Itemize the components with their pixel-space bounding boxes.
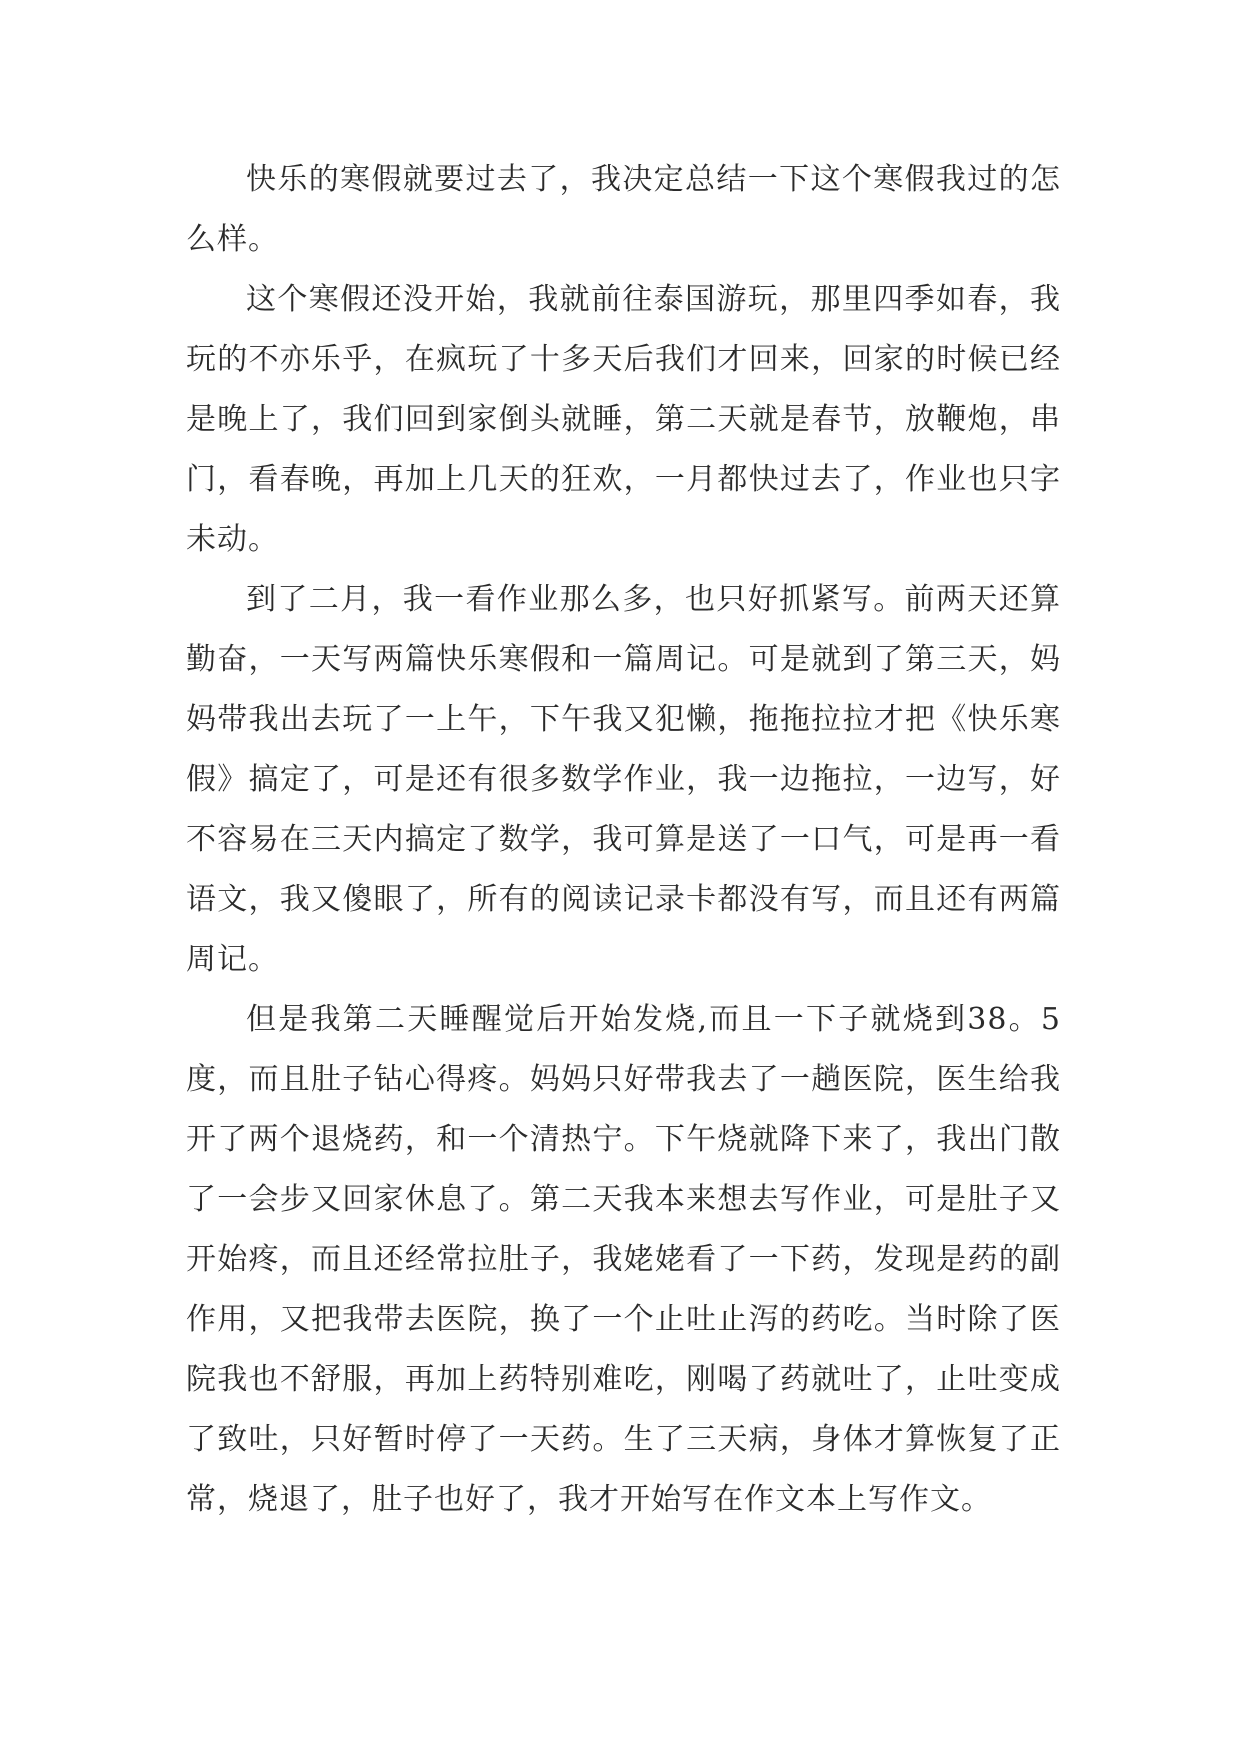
document-body — [186, 150, 1061, 1530]
paragraph: 到了二月，我一看作业那么多，也只好抓紧写。前两天还算勤奋，一天写两篇快乐寒假和一篇周记。可是就到了第三天，妈妈带我出去玩了一上午，下午我又犯懒，拖拖拉拉才把《快乐寒假》搞定了，可是还有很多数学作业，我一边拖拉，一边写，好不容易在三天内搞定了数学，我可算是送了一口气，可是再一看语文，我又傻眼了，所有的阅读记录卡都没有写，而且还有两篇周记。 — [186, 582, 1061, 977]
paragraph: 这个寒假还没开始，我就前往泰国游玩，那里四季如春，我玩的不亦乐乎，在疯玩了十多天后我们才回来，回家的时候已经是晚上了，我们回到家倒头就睡，第二天就是春节，放鞭炮，串门，看春晚，再加上几天的狂欢，一月都快过去了，作业也只字未动。 — [186, 282, 1061, 557]
paragraph: 但是我第二天睡醒觉后开始发烧,而且一下子就烧到38。5度，而且肚子钻心得疼。妈妈只好带我去了一趟医院，医生给我开了两个退烧药，和一个清热宁。下午烧就降下来了，我出门散了一会步又回家休息了。第二天我本来想去写作业，可是肚子又开始疼，而且还经常拉肚子，我姥姥看了一下药，发现是药的副作用，又把我带去医院，换了一个止吐止泻的药吃。当时除了医院我也不舒服，再加上药特别难吃，刚喝了药就吐了，止吐变成了致吐，只好暂时停了一天药。生了三天病，身体才算恢复了正常，烧退了，肚子也好了，我才开始写在作文本上写作文。 — [186, 1002, 1061, 1517]
paragraph: 快乐的寒假就要过去了，我决定总结一下这个寒假我过的怎么样。 — [186, 162, 1061, 257]
